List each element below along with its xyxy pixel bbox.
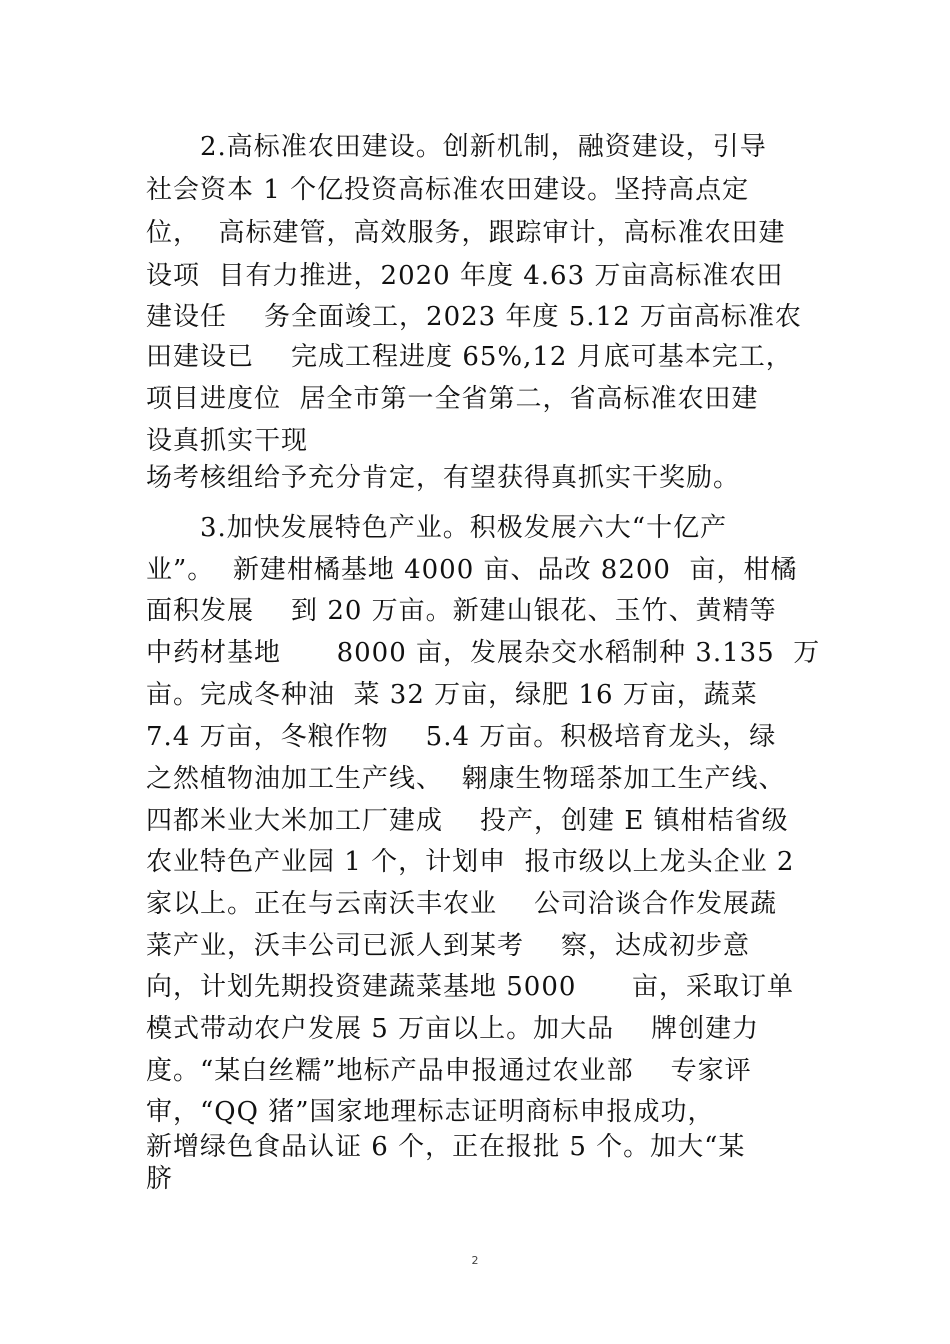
paragraph-2-line-1: 2.高标准农田建设。创新机制，融资建设，引导 bbox=[200, 132, 767, 162]
paragraph-3-line-2: 业”。 新建柑橘基地 4000 亩、品改 8200 亩，柑橘 bbox=[146, 555, 798, 585]
paragraph-2-line-4: 设项 目有力推进，2020 年度 4.63 万亩高标准农田 bbox=[146, 261, 784, 291]
paragraph-2-line-2: 社会资本 1 个亿投资高标准农田建设。坚持高点定 bbox=[146, 175, 750, 205]
paragraph-3-line-3: 面积发展 到 20 万亩。新建山银花、玉竹、黄精等 bbox=[146, 596, 777, 626]
paragraph-2-line-6: 田建设已 完成工程进度 65%,12 月底可基本完工， bbox=[146, 342, 793, 372]
paragraph-3-line-10: 家以上。正在与云南沃丰农业 公司洽谈合作发展蔬 bbox=[146, 889, 778, 919]
paragraph-2-line-5: 建设任 务全面竣工，2023 年度 5.12 万亩高标准农 bbox=[146, 302, 802, 332]
paragraph-3-line-15: 审，“QQ 猪”国家地理标志证明商标申报成功， bbox=[146, 1097, 715, 1127]
paragraph-3-line-5: 亩。完成冬种油 菜 32 万亩，绿肥 16 万亩，蔬菜 bbox=[146, 680, 758, 710]
paragraph-3-line-6: 7.4 万亩，冬粮作物 5.4 万亩。积极培育龙头，绿 bbox=[146, 722, 777, 752]
paragraph-3-line-17: 脐 bbox=[146, 1164, 174, 1194]
paragraph-3-line-14: 度。“某白丝糯”地标产品申报通过农业部 专家评 bbox=[146, 1056, 752, 1086]
paragraph-2-line-3: 位， 高标建管，高效服务，跟踪审计，高标准农田建 bbox=[146, 218, 786, 248]
paragraph-2-line-8: 设真抓实干现 bbox=[146, 426, 309, 456]
paragraph-3-line-8: 四都米业大米加工厂建成 投产，创建 E 镇柑桔省级 bbox=[146, 806, 789, 836]
paragraph-3-line-11: 菜产业，沃丰公司已派人到某考 察，达成初步意 bbox=[146, 931, 751, 961]
paragraph-2-line-7: 项目进度位 居全市第一全省第二，省高标准农田建 bbox=[146, 384, 759, 414]
paragraph-3-line-12: 向，计划先期投资建蔬菜基地 5000 亩，采取订单 bbox=[146, 972, 795, 1002]
paragraph-3-line-1: 3.加快发展特色产业。积极发展六大“十亿产 bbox=[200, 513, 728, 543]
page-number: 2 bbox=[471, 1254, 479, 1267]
paragraph-3-line-9: 农业特色产业园 1 个，计划申 报市级以上龙头企业 2 bbox=[146, 847, 795, 877]
paragraph-3-line-4: 中药材基地 8000 亩，发展杂交水稻制种 3.135 万 bbox=[146, 638, 821, 668]
paragraph-3-line-7: 之然植物油加工生产线、 翱康生物瑶茶加工生产线、 bbox=[146, 764, 786, 794]
paragraph-3-line-13: 模式带动农户发展 5 万亩以上。加大品 牌创建力 bbox=[146, 1014, 760, 1044]
paragraph-3-line-16: 新增绿色食品认证 6 个，正在报批 5 个。加大“某 bbox=[146, 1132, 746, 1162]
paragraph-2-line-9: 场考核组给予充分肯定，有望获得真抓实干奖励。 bbox=[146, 463, 741, 493]
